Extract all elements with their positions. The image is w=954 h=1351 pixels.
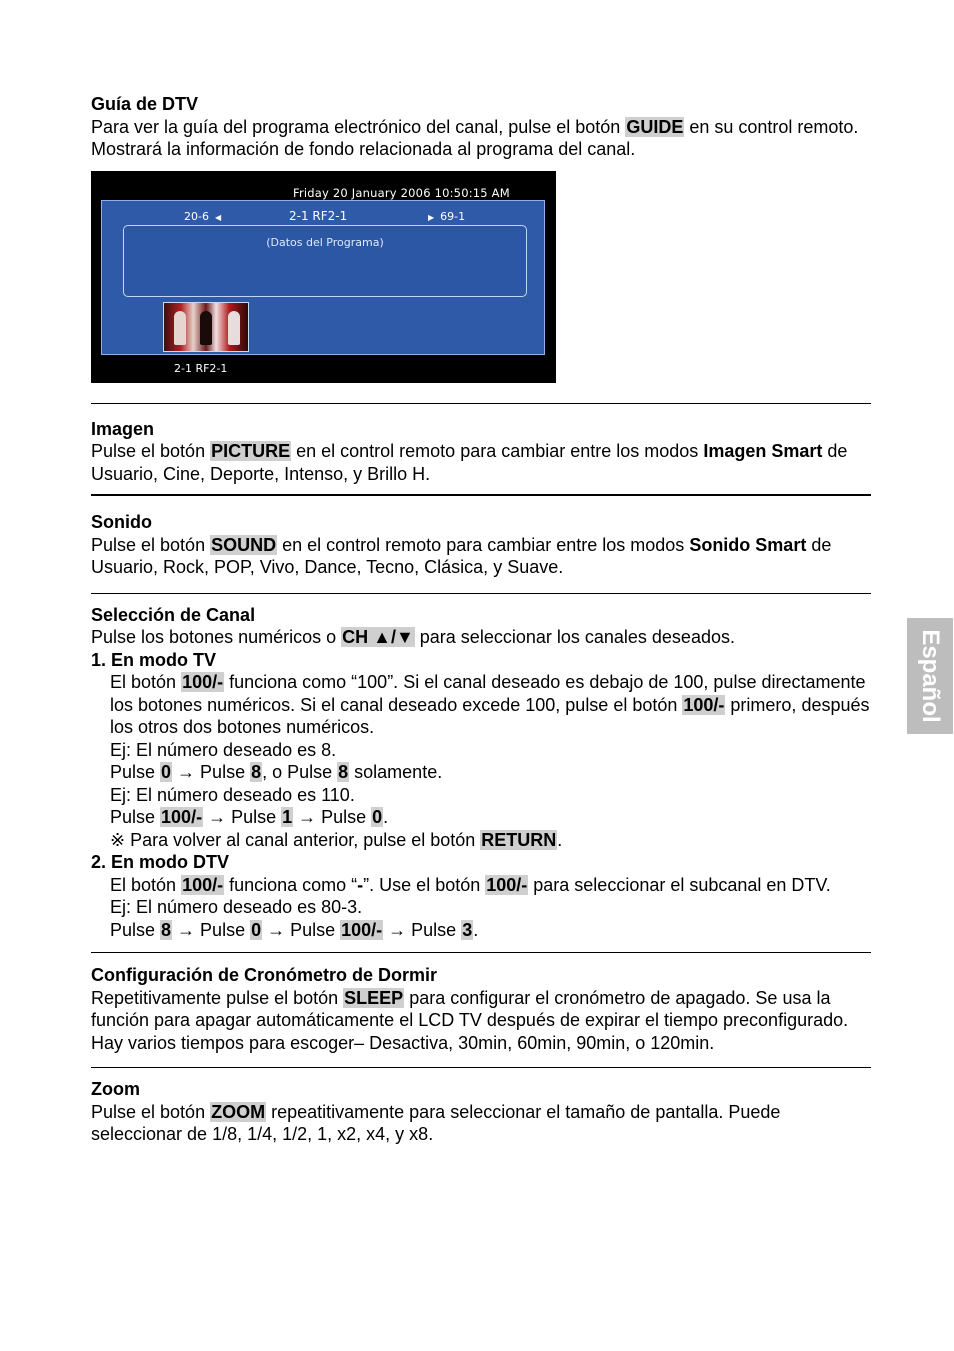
- key-8: 8: [161, 919, 172, 940]
- divider: [91, 403, 871, 404]
- next-channel-label: 69-1: [440, 209, 466, 223]
- section-text: [91, 116, 871, 161]
- language-tab-label: Español: [917, 629, 944, 723]
- key-ch: CH ▲/▼: [342, 627, 414, 647]
- current-channel: 2-1 RF2-1: [289, 208, 348, 223]
- key-3: 3: [462, 919, 473, 940]
- text-run: Pulse: [110, 919, 161, 940]
- key-sound: SOUND: [211, 534, 277, 555]
- key-0: 0: [161, 762, 172, 782]
- key-100: 100/-: [182, 672, 224, 692]
- text-run: → Pulse: [203, 807, 282, 827]
- example-line: Ej: El número deseado es 8.: [110, 739, 337, 760]
- key-8: 8: [338, 762, 349, 782]
- divider: [91, 1067, 871, 1068]
- section-text: [91, 987, 871, 1055]
- text-run: → Pulse: [172, 919, 251, 940]
- section-picture: [91, 418, 871, 486]
- key-return: RETURN: [481, 829, 557, 850]
- tv-mode-text: [110, 671, 871, 739]
- screen-datetime: Friday 20 January 2006 10:50:15 AM: [293, 185, 510, 200]
- manual-page: [91, 93, 871, 1146]
- dtv-mode-block: [91, 874, 871, 942]
- section-heading: Guía de DTV: [91, 94, 199, 114]
- tv-mode-heading: 1. En modo TV: [91, 649, 217, 670]
- divider: [91, 952, 871, 953]
- prev-channel-label: 20-6: [184, 209, 209, 223]
- left-arrow-icon: ◀: [214, 212, 222, 222]
- thumbnail-channel-label: 2-1 RF2-1: [174, 361, 228, 375]
- text-run: de Usuario, Rock, POP, Vivo, Dance, Tecno, Clásica, y Suave.: [91, 534, 832, 577]
- example-line: Ej: El número deseado es 80-3.: [110, 897, 363, 917]
- text-run: para configurar el cronómetro de apagado. Se usa la función para apagar automáticamente el LCD TV después de expirar el tiempo preconfigurado. Hay varios tiempos para escoger– Desactiva, 30min, 60min, 90min, o 120min.: [91, 987, 849, 1053]
- text-bold: Sonido Smart: [689, 534, 807, 555]
- text-run: → Pulse: [172, 762, 251, 782]
- key-100: 100/-: [683, 694, 725, 715]
- key-picture: PICTURE: [211, 441, 291, 461]
- key-0: 0: [372, 807, 383, 827]
- text-run: Pulse: [110, 762, 161, 782]
- section-heading: Sonido: [91, 512, 152, 532]
- right-arrow-icon: ▶: [428, 212, 435, 222]
- key-zoom: ZOOM: [211, 1101, 266, 1122]
- text-run: → Pulse: [293, 807, 372, 827]
- key-100: 100/-: [341, 919, 383, 940]
- example-steps: [110, 806, 871, 829]
- tv-mode-block: [91, 671, 871, 851]
- text-run: en su control remoto. Mostrará la información de fondo relacionada al programa del canal.: [91, 116, 859, 159]
- program-info-box: [123, 225, 527, 297]
- text-run: .: [473, 919, 479, 940]
- key-sleep: SLEEP: [344, 987, 404, 1008]
- section-text: [91, 534, 871, 579]
- text-run: para seleccionar el subcanal en DTV.: [528, 874, 831, 895]
- text-run: repeatitivamente para seleccionar el tamaño de pantalla. Puede seleccionar de 1/8, 1/4, 1/2, 1, x2, x4, y x8.: [91, 1101, 781, 1144]
- text-run: → Pulse: [262, 919, 341, 940]
- dtv-mode-heading: 2. En modo DTV: [91, 852, 230, 872]
- text-bold: -: [357, 874, 364, 895]
- text-run: Pulse el botón: [91, 534, 211, 555]
- text-run: para seleccionar los canales deseados.: [414, 627, 735, 647]
- text-run: Pulse el botón: [91, 1101, 211, 1122]
- text-run: El botón: [110, 874, 182, 895]
- example-line: Ej: El número deseado es 110.: [110, 784, 355, 805]
- section-sleep: [91, 964, 871, 1054]
- thumb-figure: [200, 311, 212, 345]
- section-heading: Configuración de Cronómetro de Dormir: [91, 965, 438, 985]
- text-run: en el control remoto para cambiar entre los modos: [277, 534, 690, 555]
- text-run: en el control remoto para cambiar entre los modos: [291, 441, 704, 461]
- dtv-guide-screen: [91, 171, 556, 383]
- text-run: solamente.: [349, 762, 443, 782]
- text-run: de Usuario, Cine, Deporte, Intenso, y Brillo H.: [91, 441, 848, 484]
- thumb-figure: [228, 311, 240, 345]
- text-run: Repetitivamente pulse el botón: [91, 987, 344, 1008]
- guide-panel: [101, 200, 545, 355]
- section-text: [91, 440, 871, 485]
- channel-thumbnail: [163, 302, 249, 352]
- section-heading: Selección de Canal: [91, 604, 256, 625]
- divider: [91, 494, 871, 496]
- example-steps: [110, 761, 871, 784]
- text-run: Pulse los botones numéricos o: [91, 627, 342, 647]
- text-run: .: [557, 829, 563, 850]
- section-dtv-guide: [91, 93, 871, 383]
- section-channel: [91, 604, 871, 942]
- key-guide: GUIDE: [626, 116, 684, 137]
- section-zoom: [91, 1078, 871, 1146]
- text-run: Pulse: [110, 807, 161, 827]
- text-run: ”. Use el botón: [363, 874, 486, 895]
- key-100: 100/-: [161, 807, 203, 827]
- section-heading: Imagen: [91, 418, 155, 439]
- text-run: Para ver la guía del programa electrónico del canal, pulse el botón: [91, 116, 626, 137]
- key-100: 100/-: [182, 874, 224, 895]
- section-text: [91, 1101, 871, 1146]
- example-steps: [110, 919, 871, 942]
- program-data-label: (Datos del Programa): [266, 235, 384, 249]
- text-run: El botón: [110, 672, 182, 692]
- note-line: [110, 829, 871, 852]
- section-text: [91, 626, 871, 649]
- key-100: 100/-: [486, 874, 528, 895]
- key-0: 0: [251, 919, 262, 940]
- text-run: .: [383, 807, 389, 827]
- key-1: 1: [282, 807, 293, 827]
- text-run: , o Pulse: [262, 762, 338, 782]
- section-sound: [91, 511, 871, 579]
- text-run: funciona como “100”. Si el canal deseado es debajo de 100, pulse directamente los botones numéricos. Si el canal deseado excede 100, pulse el botón: [110, 672, 866, 715]
- text-run: ※ Para volver al canal anterior, pulse el botón: [110, 829, 481, 850]
- section-heading: Zoom: [91, 1079, 140, 1099]
- text-run: primero, después los otros dos botones numéricos.: [110, 694, 870, 737]
- text-run: funciona como “: [224, 874, 358, 895]
- dtv-mode-text: [110, 874, 871, 897]
- thumb-figure: [174, 311, 186, 345]
- language-tab: [907, 618, 953, 734]
- key-8: 8: [251, 762, 262, 782]
- text-bold: Imagen Smart: [703, 441, 823, 461]
- text-run: Pulse el botón: [91, 441, 211, 461]
- text-run: → Pulse: [383, 919, 462, 940]
- divider: [91, 593, 871, 594]
